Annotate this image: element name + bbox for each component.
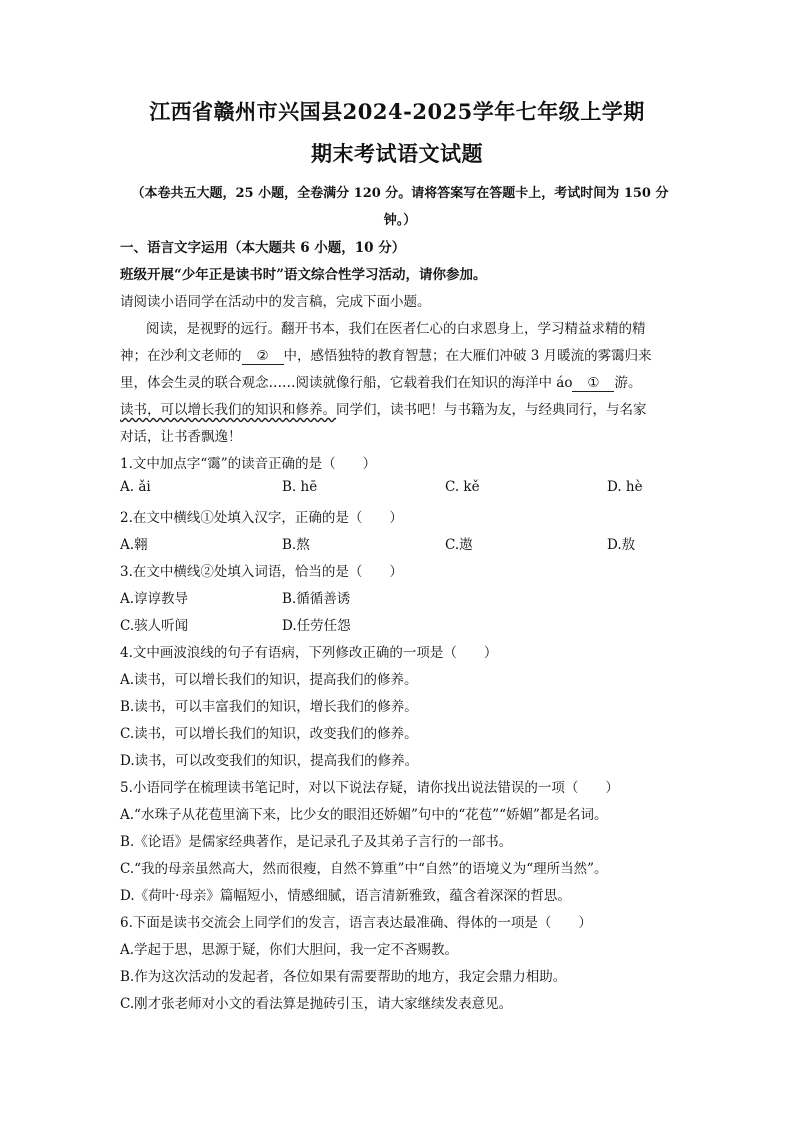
question-stem: 1.文中加点字“霭”的读音正确的是（ ） xyxy=(120,456,377,472)
question-stem: 3.在文中横线②处填入词语，恰当的是（ ） xyxy=(120,564,403,580)
passage-text: 中，感悟独特的教育智慧；在大雁们冲破 3 月暖流的雾霭归来 xyxy=(283,348,652,364)
option: B.循循善诱 xyxy=(282,591,351,607)
option: A.读书，可以增长我们的知识，提高我们的修养。 xyxy=(120,672,418,688)
option: B.《论语》是儒家经典著作，是记录孔子及其弟子言行的一部书。 xyxy=(120,834,513,850)
question-stem: 4.文中画波浪线的句子有语病，下列修改正确的一项是（ ） xyxy=(120,645,498,661)
option: D. hè xyxy=(607,479,643,495)
option: B.读书，可以丰富我们的知识，增长我们的修养。 xyxy=(120,699,418,715)
option: A.“水珠子从花苞里滴下来，比少女的眼泪还娇媚”句中的“花苞”“娇媚”都是名词。 xyxy=(120,807,608,823)
passage-line xyxy=(120,398,680,418)
question-options xyxy=(120,533,680,553)
option: D.读书，可以改变我们的知识，提高我们的修养。 xyxy=(120,753,419,769)
option: D.任劳任怨 xyxy=(282,618,351,634)
question-stem: 6.下面是读书交流会上同学们的发言，语言表达最准确、得体的一项是（ ） xyxy=(120,915,592,931)
option: D.《荷叶·母亲》篇幅短小，情感细腻，语言清新雅致，蕴含着深深的哲思。 xyxy=(120,888,571,904)
option: C.刚才张老师对小文的看法算是抛砖引玉，请大家继续发表意见。 xyxy=(120,996,513,1012)
passage-line: 对话，让书香飘逸！ xyxy=(120,429,242,445)
section-heading: 一、语言文字运用（本大题共 6 小题，10 分） xyxy=(120,240,406,256)
question-stem: 2.在文中横线①处填入汉字，正确的是（ ） xyxy=(120,510,403,526)
passage-text: 同学们，读书吧！与书籍为友，与经典同行，与名家 xyxy=(336,402,647,418)
reading-instruction: 请阅读小语同学在活动中的发言稿，完成下面小题。 xyxy=(120,294,431,310)
passage-line: 阅读，是视野的远行。翻开书本，我们在医者仁心的白求恩身上，学习精益求精的精 xyxy=(146,321,646,337)
option: A.谆谆教导 xyxy=(120,591,189,607)
option: B. hē xyxy=(282,479,318,495)
option: C.读书，可以增长我们的知识，改变我们的修养。 xyxy=(120,726,418,742)
exam-instructions-note: （本卷共五大题，25 小题，全卷满分 120 分。请将答案写在答题卡上，考试时间为 150 分钟。） xyxy=(131,186,669,228)
option: A.学起于思，思源于疑，你们大胆问，我一定不吝赐教。 xyxy=(120,942,459,958)
blank-2: ② xyxy=(242,348,284,365)
question-options xyxy=(120,614,680,634)
exam-title-line1: 江西省赣州市兴国县2024-2025学年七年级上学期 xyxy=(149,99,645,124)
passage-text: 神；在沙利文老师的 xyxy=(120,348,242,364)
passage-line xyxy=(120,371,680,392)
option: D.敖 xyxy=(607,537,636,553)
blank-1: ① xyxy=(572,375,614,392)
question-stem: 5.小语同学在梳理读书笔记时，对以下说法存疑，请你找出说法错误的一项（ ） xyxy=(120,780,619,796)
option: C.“我的母亲虽然高大，然而很瘦，自然不算重”中“自然”的语境义为“理所当然”。 xyxy=(120,861,608,877)
activity-intro: 班级开展“少年正是读书时”语文综合性学习活动，请你参加。 xyxy=(120,267,487,283)
question-options xyxy=(120,587,680,607)
option: A.翱 xyxy=(120,537,148,553)
wavy-underlined-sentence: 读书，可以增长我们的知识和修养。 xyxy=(120,402,336,418)
option: A. ǎi xyxy=(120,479,151,495)
question-options xyxy=(120,479,680,499)
passage-text: 游。 xyxy=(614,375,642,391)
passage-line xyxy=(120,344,680,365)
option: C.遨 xyxy=(445,537,473,553)
option: B.作为这次活动的发起者，各位如果有需要帮助的地方，我定会鼎力相助。 xyxy=(120,969,567,985)
option: C. kě xyxy=(445,479,480,495)
passage-text: 里，体会生灵的联合观念……阅读就像行船，它载着我们在知识的海洋中 áo xyxy=(120,375,573,391)
option: B.熬 xyxy=(282,537,310,553)
exam-title-line2: 期末考试语文试题 xyxy=(311,141,483,166)
option: C.骇人听闻 xyxy=(120,618,189,634)
